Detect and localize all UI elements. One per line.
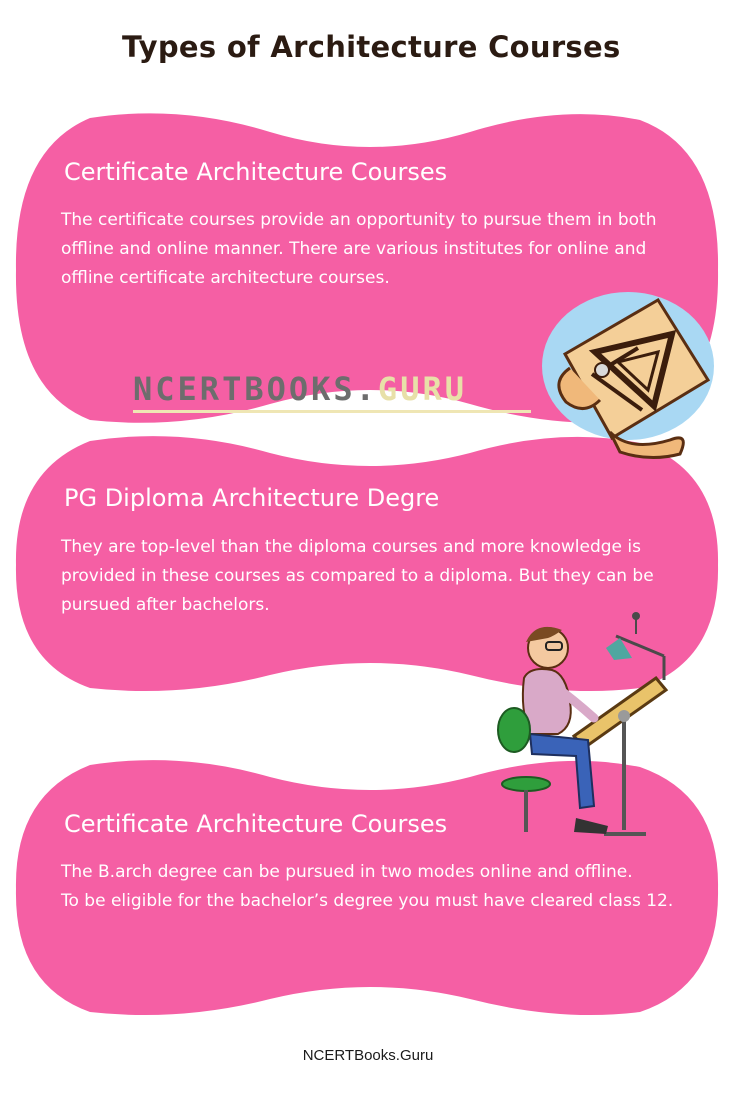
watermark-main-text: NCERTBOOKS. [133,370,378,408]
card-2-title: PG Diploma Architecture Degre [64,484,440,512]
card-3-title: Certificate Architecture Courses [64,810,448,838]
page-title: Types of Architecture Courses [122,30,621,64]
drafting-tools-icon [540,282,720,462]
watermark-logo [133,370,467,408]
watermark-underline [133,410,531,413]
watermark-accent-text: GURU [377,370,467,408]
architect-at-drafting-table-icon [496,608,696,843]
card-1-title: Certificate Architecture Courses [64,158,448,186]
card-2-body: They are top-level than the diploma courses and more knowledge is provided in these courses as compared to a diploma. But they can be pursued after bachelors. [61,537,654,615]
footer-site-label: NCERTBooks.Guru [302,1047,434,1064]
card-1-body: The certificate courses provide an opportunity to pursue them in both offline and online manner. There are various institutes for online and offline certificate architecture courses. [61,210,657,288]
card-3-body: The B.arch degree can be pursued in two modes online and offline. To be eligible for the bachelor’s degree you must have cleared class 12. [61,862,674,911]
